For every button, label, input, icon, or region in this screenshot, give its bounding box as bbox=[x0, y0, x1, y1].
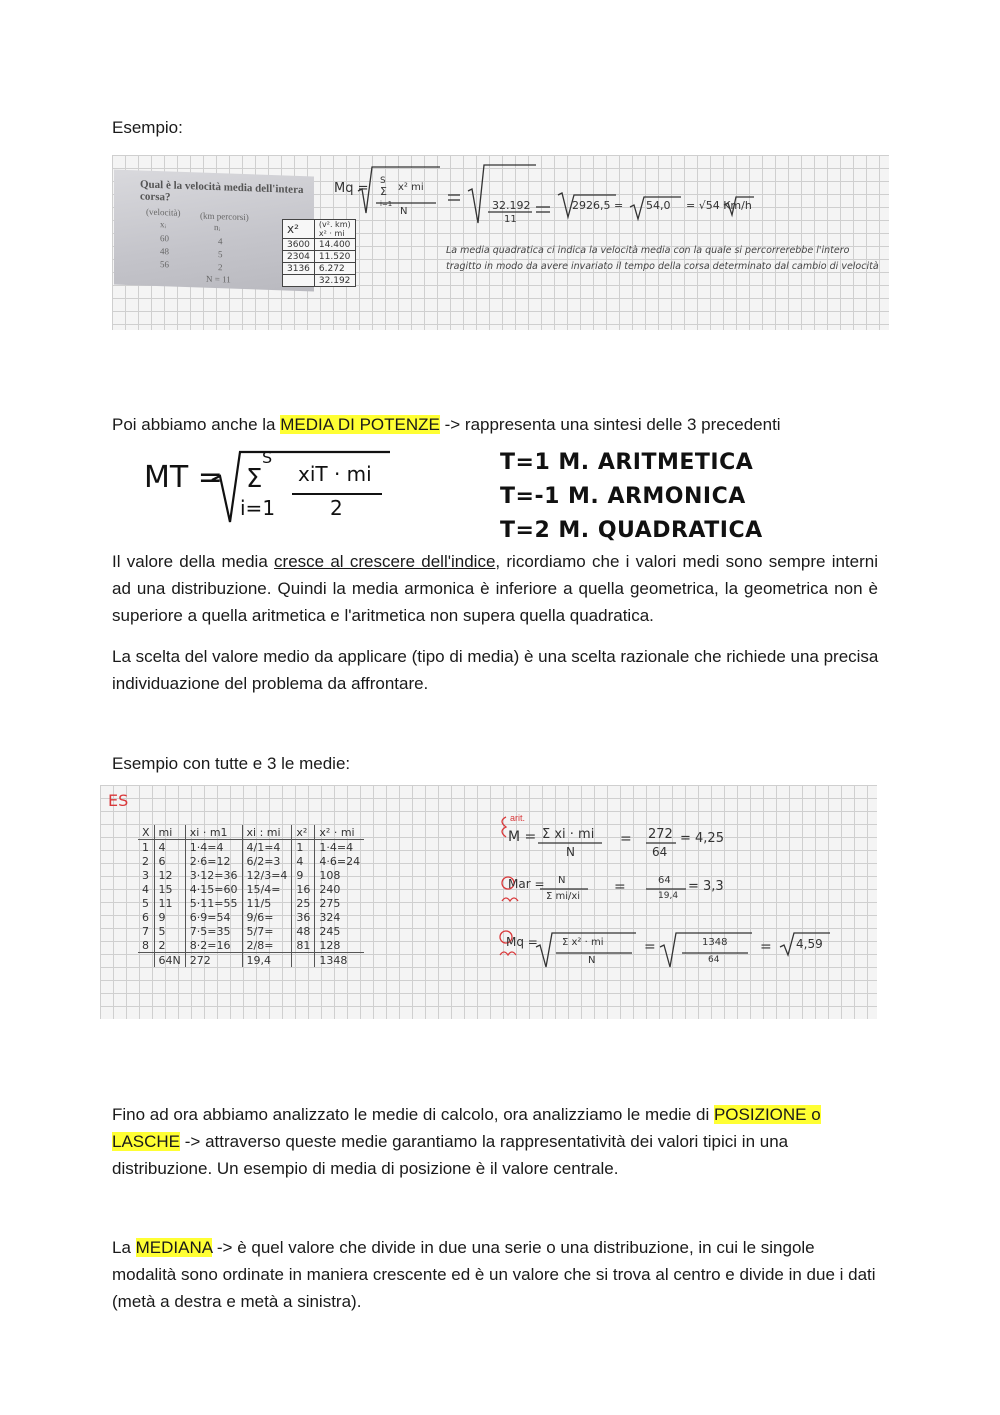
arm-strokes bbox=[496, 867, 796, 923]
table-cell: 2304 bbox=[283, 251, 315, 263]
text: Il valore della media bbox=[112, 552, 275, 571]
quadratic-formula bbox=[336, 161, 889, 231]
photo-subheader: nᵢ bbox=[214, 222, 220, 233]
handwritten-note: La media quadratica ci indica la velocità media con la quale si percorrerebbe l'intero tragitto in modo da avere invariato il tempo della corsa determinato dal cambio di velocità bbox=[446, 245, 879, 272]
table-header: mi bbox=[154, 825, 185, 840]
photo-cell: 4 bbox=[218, 236, 223, 247]
table-row: 1 4 1·4=4 4/1=4 1 1·4=4 bbox=[138, 840, 364, 855]
formula-lhs: Mq = bbox=[334, 181, 369, 196]
photo-cell: 48 bbox=[160, 246, 169, 257]
es-label: ES bbox=[108, 791, 129, 810]
arit-numerator: Σ xi · mi bbox=[542, 827, 595, 842]
table-cell: 3136 bbox=[283, 263, 315, 275]
table-cell: 14.400 bbox=[314, 239, 355, 251]
quad-value: 1348 bbox=[702, 937, 728, 948]
svg-text:i=1: i=1 bbox=[380, 200, 393, 208]
arm-equals: = bbox=[614, 879, 626, 895]
formula-denominator: N bbox=[400, 206, 408, 217]
three-means-table bbox=[138, 825, 364, 967]
arm-denominator: Σ mi/xi bbox=[546, 891, 581, 902]
table-cell: 32.192 bbox=[314, 275, 355, 287]
case-aritmetica: T=1 M. ARITMETICA bbox=[500, 450, 754, 475]
photo-cell: 2 bbox=[218, 262, 223, 273]
table-cell: 3600 bbox=[283, 239, 315, 251]
underlined-text: cresce al crescere dell'indice bbox=[274, 552, 496, 571]
arit-label: arit. bbox=[510, 813, 526, 823]
svg-text:S: S bbox=[380, 176, 386, 186]
highlight-media-di-potenze: MEDIA DI POTENZE bbox=[280, 415, 440, 434]
text: -> rappresenta una sintesi delle 3 precedenti bbox=[439, 415, 781, 434]
text: La bbox=[112, 1238, 136, 1257]
paragraph-scelta: La scelta del valore medio da applicare (tipo di media) è una scelta razionale che richiede una precisa individuazione del problema da affrontare. bbox=[112, 647, 879, 693]
table-row: 3 12 3·12=36 12/3=4 9 108 bbox=[138, 868, 364, 882]
text: -> attraverso queste medie garantiamo la rappresentatività dei valori tipici in una distribuzione. Un esempio di media di posizione è il valore centrale. bbox=[112, 1132, 789, 1178]
table-cell: 11.520 bbox=[314, 251, 355, 263]
arithmetic-mean-formula bbox=[496, 811, 796, 867]
svg-text:Σ: Σ bbox=[380, 185, 387, 198]
table-header: xi · m1 bbox=[185, 825, 242, 840]
notebook-image-quadratic-mean bbox=[112, 155, 889, 330]
arit-denominator: N bbox=[566, 845, 575, 859]
table-total-row: 64N 272 19,4 1348 bbox=[138, 953, 364, 968]
quad-equals: = bbox=[644, 939, 656, 955]
power-mean-cases bbox=[500, 446, 763, 548]
table-row: 8 2 8·2=16 2/8= 81 128 bbox=[138, 938, 364, 953]
table-row: 5 11 5·11=55 11/5 25 275 bbox=[138, 896, 364, 910]
power-formula-numerator: xiT · mi bbox=[298, 462, 372, 486]
table-cell bbox=[283, 275, 315, 287]
highlight-posizione: POSIZIONE o bbox=[713, 1105, 821, 1124]
table-header: (v². km) x² · mi bbox=[314, 220, 355, 239]
notebook-image-three-means bbox=[100, 785, 877, 1019]
highlight-mediana: MEDIANA bbox=[135, 1238, 213, 1257]
arit-value: 272 bbox=[648, 827, 673, 842]
photo-subheader: xᵢ bbox=[160, 219, 166, 230]
formula-value: 2926,5 = bbox=[572, 199, 624, 212]
arm-lhs: Mar = bbox=[508, 877, 545, 891]
table-header: x² · mi bbox=[315, 825, 364, 840]
arit-value: 64 bbox=[652, 845, 668, 859]
photo-cell: 56 bbox=[160, 259, 169, 270]
arit-strokes bbox=[496, 811, 796, 867]
table-row: 2 6 2·6=12 6/2=3 4 4·6=24 bbox=[138, 854, 364, 868]
arm-value: 19,4 bbox=[658, 891, 679, 901]
formula-value: 11 bbox=[504, 214, 517, 225]
example-label: Esempio: bbox=[112, 118, 183, 137]
table-header: X bbox=[138, 825, 154, 840]
photo-title: Qual è la velocità media dell'intera corsa? bbox=[140, 178, 304, 204]
table-row: 7 5 7·5=35 5/7= 48 245 bbox=[138, 924, 364, 938]
arit-lhs: M = bbox=[508, 829, 537, 845]
harmonic-mean-formula bbox=[496, 867, 796, 923]
table-header: x² bbox=[292, 825, 315, 840]
photo-header: (km percorsi) bbox=[200, 210, 249, 223]
arm-result: = 3,3 bbox=[688, 879, 724, 894]
quad-numerator: Σ x² · mi bbox=[562, 937, 604, 948]
table-header: x² bbox=[283, 220, 315, 239]
text: , ricordiamo che i valori medi sono sempre interni ad una distribuzione. Quindi la media armonica è inferiore a quella geometrica, la geometrica non è superiore a quella aritmetica e l'aritmetica non supera quella quadratica. bbox=[112, 552, 878, 625]
photo-cell: 60 bbox=[160, 233, 169, 244]
quad-value: 64 bbox=[708, 955, 720, 965]
formula-numerator: x² mi bbox=[398, 182, 424, 193]
table-cell: 6.272 bbox=[314, 263, 355, 275]
text: Fino ad ora abbiamo analizzato le medie di calcolo, ora analizziamo le medie di bbox=[112, 1105, 714, 1124]
case-armonica: T=-1 M. ARMONICA bbox=[500, 484, 746, 509]
photo-header: (velocità) bbox=[146, 206, 181, 218]
table-header: xi : mi bbox=[242, 825, 292, 840]
paragraph-mediana bbox=[112, 1234, 882, 1315]
paragraph-media-potenze bbox=[112, 411, 781, 438]
table-row: 6 9 6·9=54 9/6= 36 324 bbox=[138, 910, 364, 924]
highlight-lasche: LASCHE bbox=[112, 1132, 181, 1151]
quad-equals: = bbox=[760, 939, 772, 955]
arit-equals: = bbox=[620, 831, 632, 847]
formula-strokes bbox=[336, 161, 889, 231]
sum-lower-limit: i=1 bbox=[240, 496, 276, 520]
formula-result: = √54 Km/h bbox=[686, 199, 752, 212]
paragraph-posizione bbox=[112, 1101, 888, 1182]
quadratic-mean-formula bbox=[496, 925, 856, 975]
arm-numerator: N bbox=[558, 875, 566, 886]
quad-result: 4,59 bbox=[796, 937, 823, 951]
arit-result: = 4,25 bbox=[680, 831, 724, 846]
formula-value: 54,0 bbox=[646, 199, 671, 212]
photo-total: N = 11 bbox=[206, 273, 231, 285]
arm-value: 64 bbox=[658, 875, 671, 886]
paragraph-indice bbox=[112, 548, 878, 629]
text: Poi abbiamo anche la bbox=[112, 415, 281, 434]
table-row: 4 15 4·15=60 15/4= 16 240 bbox=[138, 882, 364, 896]
sum-upper-limit: S bbox=[262, 448, 273, 467]
quad-lhs: Mq = bbox=[506, 935, 538, 949]
example2-label: Esempio con tutte e 3 le medie: bbox=[112, 754, 351, 773]
photo-cell: 5 bbox=[218, 249, 223, 260]
text: -> è quel valore che divide in due una serie o una distribuzione, in cui le singole modalità sono ordinate in maniera crescente ed è un valore che si trova al centro e divide in due i dati (metà a destra e metà a sinistra). bbox=[112, 1238, 876, 1311]
case-quadratica: T=2 M. QUADRATICA bbox=[500, 518, 763, 543]
quad-denominator: N bbox=[588, 955, 596, 966]
power-mean-formula bbox=[140, 446, 410, 526]
power-formula-lhs: MT = bbox=[144, 460, 223, 495]
power-formula-denominator: 2 bbox=[330, 496, 343, 520]
formula-value: 32.192 bbox=[492, 199, 531, 212]
sigma-symbol: Σ bbox=[246, 464, 263, 494]
